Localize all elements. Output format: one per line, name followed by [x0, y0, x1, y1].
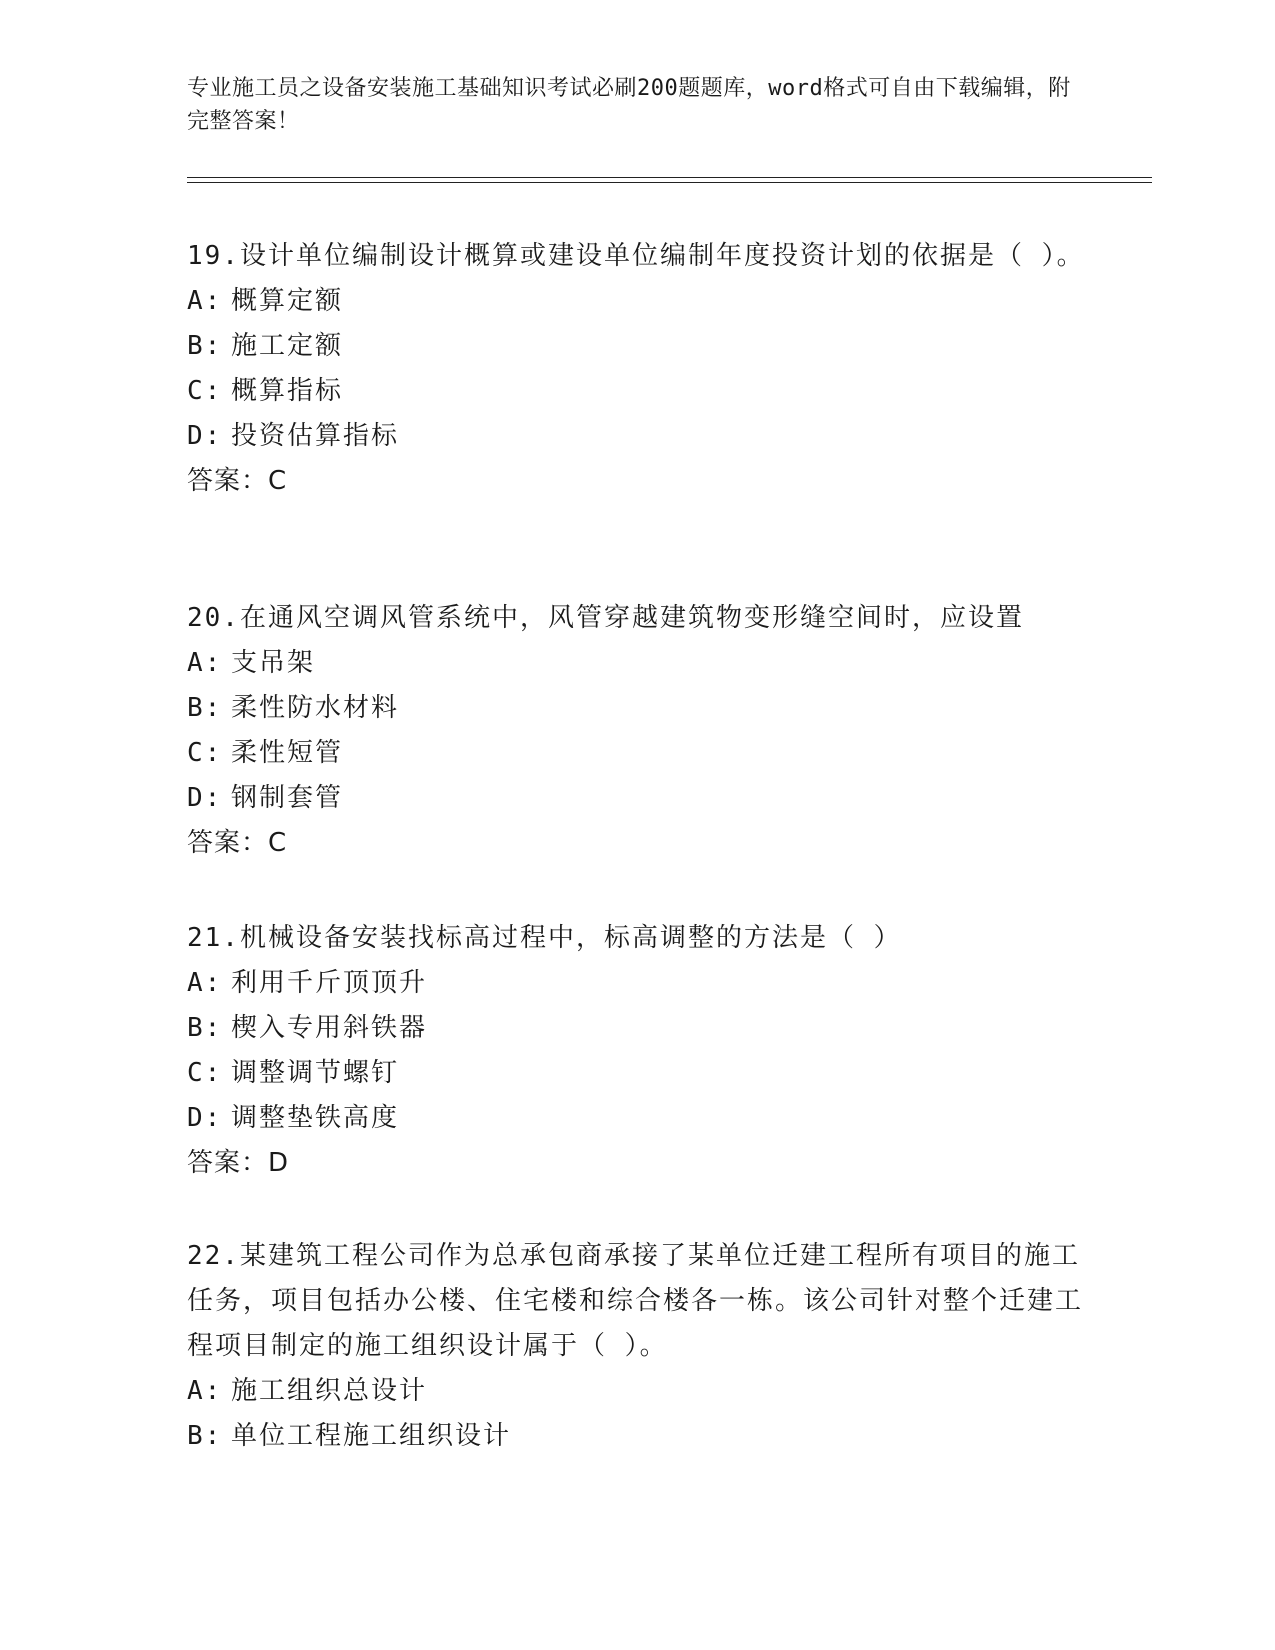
answer-line: 答案：C [187, 466, 288, 496]
option-text: 柔性短管 [231, 738, 344, 768]
option-letter: A: [187, 648, 223, 678]
option-letter: C: [187, 1058, 223, 1088]
question-stem: 19.设计单位编制设计概算或建设单位编制年度投资计划的依据是（ ）。 [187, 241, 1085, 271]
answer-line: 答案：D [187, 1148, 290, 1178]
option-letter: D: [187, 1103, 223, 1133]
option-a [187, 641, 1087, 686]
option-b [187, 1006, 1087, 1051]
option-b [187, 1414, 1087, 1459]
question-21 [187, 916, 1087, 1186]
option-c [187, 1051, 1087, 1096]
header-rule-bottom [187, 182, 1152, 183]
option-text: 柔性防水材料 [231, 693, 400, 723]
option-text: 概算指标 [231, 376, 344, 406]
option-a [187, 961, 1087, 1006]
option-a [187, 279, 1087, 324]
option-c [187, 369, 1087, 414]
option-letter: D: [187, 421, 223, 451]
option-text: 楔入专用斜铁器 [231, 1013, 428, 1043]
option-d [187, 414, 1087, 459]
header-rule-top [187, 177, 1152, 178]
option-text: 支吊架 [231, 648, 316, 678]
option-text: 施工定额 [231, 331, 344, 361]
answer-line: 答案：C [187, 828, 288, 858]
option-b [187, 324, 1087, 369]
option-b [187, 686, 1087, 731]
question-22 [187, 1234, 1087, 1459]
option-text: 利用千斤顶顶升 [231, 968, 428, 998]
document-header [187, 72, 1087, 138]
option-letter: C: [187, 738, 223, 768]
option-a [187, 1369, 1087, 1414]
option-letter: B: [187, 1421, 223, 1451]
option-letter: D: [187, 783, 223, 813]
option-text: 施工组织总设计 [231, 1376, 428, 1406]
option-c [187, 731, 1087, 776]
option-text: 投资估算指标 [231, 421, 400, 451]
option-text: 调整调节螺钉 [231, 1058, 400, 1088]
option-text: 单位工程施工组织设计 [231, 1421, 512, 1451]
question-19 [187, 234, 1087, 504]
option-text: 概算定额 [231, 286, 344, 316]
option-d [187, 776, 1087, 821]
option-letter: B: [187, 1013, 223, 1043]
option-letter: C: [187, 376, 223, 406]
option-letter: A: [187, 1376, 223, 1406]
question-stem: 22.某建筑工程公司作为总承包商承接了某单位迁建工程所有项目的施工任务，项目包括办公楼、住宅楼和综合楼各一栋。该公司针对整个迁建工程项目制定的施工组织设计属于（ ）。 [187, 1241, 1084, 1361]
option-text: 钢制套管 [231, 783, 344, 813]
question-stem: 21.机械设备安装找标高过程中，标高调整的方法是（ ） [187, 923, 902, 953]
option-text: 调整垫铁高度 [231, 1103, 400, 1133]
option-letter: A: [187, 968, 223, 998]
question-20 [187, 596, 1087, 866]
option-d [187, 1096, 1087, 1141]
question-stem: 20.在通风空调风管系统中，风管穿越建筑物变形缝空间时，应设置 [187, 603, 1024, 633]
option-letter: B: [187, 693, 223, 723]
option-letter: A: [187, 286, 223, 316]
option-letter: B: [187, 331, 223, 361]
header-text: 专业施工员之设备安装施工基础知识考试必刷200题题库，word格式可自由下载编辑，附完整答案！ [187, 76, 1071, 134]
